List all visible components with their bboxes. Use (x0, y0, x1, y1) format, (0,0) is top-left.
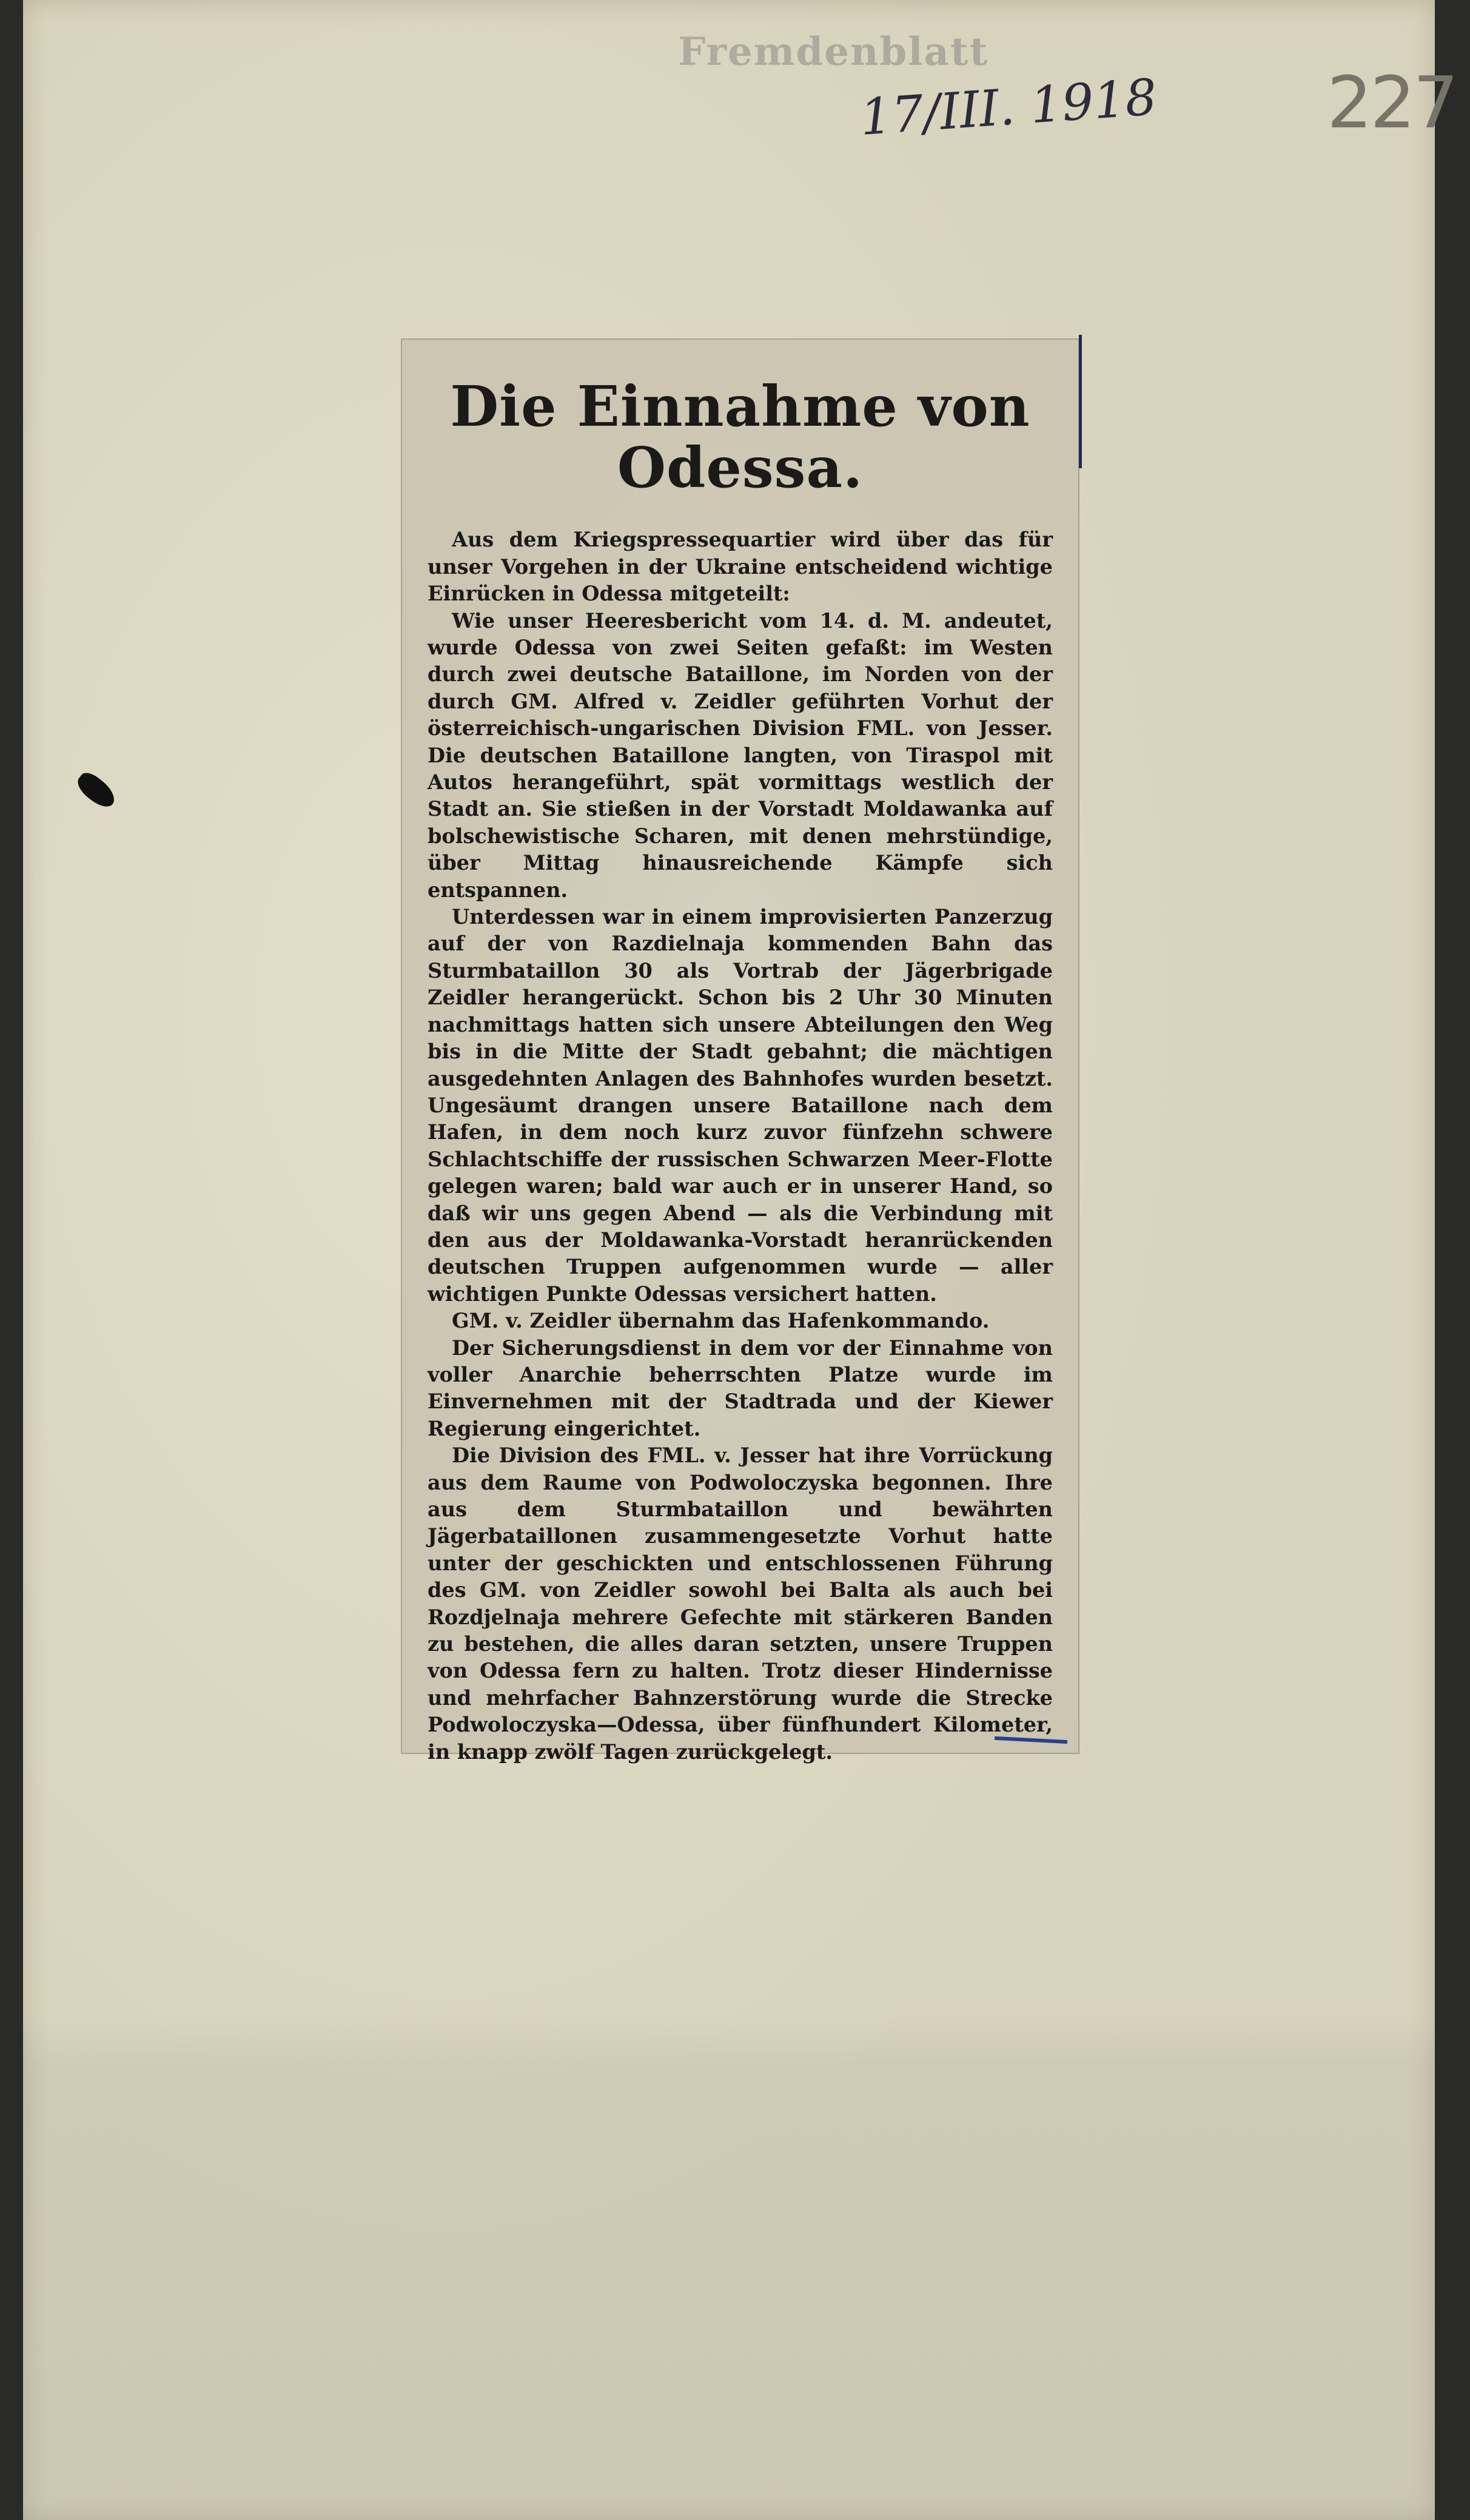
handwritten-date: 17/III. 1918 (858, 69, 1159, 147)
newspaper-stamp: Fremdenblatt (678, 29, 989, 75)
clipping-edge-mark (1079, 335, 1082, 468)
ink-mark (73, 768, 119, 811)
article-paragraph: Wie unser Heeresbericht vom 14. d. M. andeutet, wurde Odessa von zwei Seiten gefaßt: im Westen durch zwei deutsche Bataillone, im Norden von der durch GM. Alfred v. Zeidler geführten Vorhut der österreichisch-ungarischen Division FML. von Jesser. Die deutschen Bataillone langten, von Tiraspol mit Autos herangeführt, spät vormittags westlich der Stadt an. Sie stießen in der Vorstadt Moldawanka auf bolschewistische Scharen, mit denen mehrstündige, über Mittag hinausreichende Kämpfe sich entspannen. (428, 608, 1053, 902)
article-paragraph: GM. v. Zeidler übernahm das Hafenkommando. (452, 1309, 990, 1333)
page-number: 227 (1327, 61, 1457, 144)
article-headline: Die Einnahme von Odessa. (450, 374, 1030, 501)
newspaper-clipping (402, 340, 1078, 1764)
article-paragraph: Der Sicherungsdienst in dem vor der Einnahme von voller Anarchie beherrschten Platze wurde im Einvernehmen mit der Stadtrada und der Kiewer Regierung eingerichtet. (428, 1336, 1053, 1440)
article-paragraph: Aus dem Kriegspressequartier wird über das für unser Vorgehen in der Ukraine entscheidend wichtige Einrücken in Odessa mitgeteilt: (428, 528, 1053, 606)
article-paragraph: Unterdessen war in einem improvisierten Panzerzug auf der von Razdielnaja kommenden Bahn das Sturmbataillon 30 als Vortrab der Jägerbrigade Zeidler herangerückt. Schon bis 2 Uhr 30 Minuten nachmittags hatten sich unsere Abteilungen den Weg bis in die Mitte der Stadt gebahnt; die mächtigen ausgedehnten Anlagen des Bahnhofes wurden besetzt. Ungesäumt drangen unsere Bataillone nach dem Hafen, in dem noch kurz zuvor fünfzehn schwere Schlachtschiffe der russischen Schwarzen Meer-Flotte gelegen waren; bald war auch er in unserer Hand, so daß wir uns gegen Abend — als die Verbindung mit den aus der Moldawanka-Vorstadt heranrückenden deutschen Truppen aufgenommen wurde — aller wichtigen Punkte Odessas versichert hatten. (428, 905, 1053, 1306)
archive-sheet (23, 0, 1457, 2520)
article-paragraph: Die Division des FML. v. Jesser hat ihre Vorrückung aus dem Raume von Podwoloczyska begonnen. Ihre aus dem Sturmbataillon und bewährten Jägerbataillonen zusammengesetzte Vorhut hatte unter der geschickten und entschlossenen Führung des GM. von Zeidler sowohl bei Balta als auch bei Rozdjelnaja mehrere Gefechte mit stärkeren Banden zu bestehen, die alles daran setzten, unsere Truppen von Odessa fern zu halten. Trotz dieser Hindernisse und mehrfacher Bahnzerstörung wurde die Strecke Podwoloczyska—Odessa, über fünfhundert Kilometer, in knapp zwölf Tagen zurückgelegt. (428, 1443, 1053, 1764)
